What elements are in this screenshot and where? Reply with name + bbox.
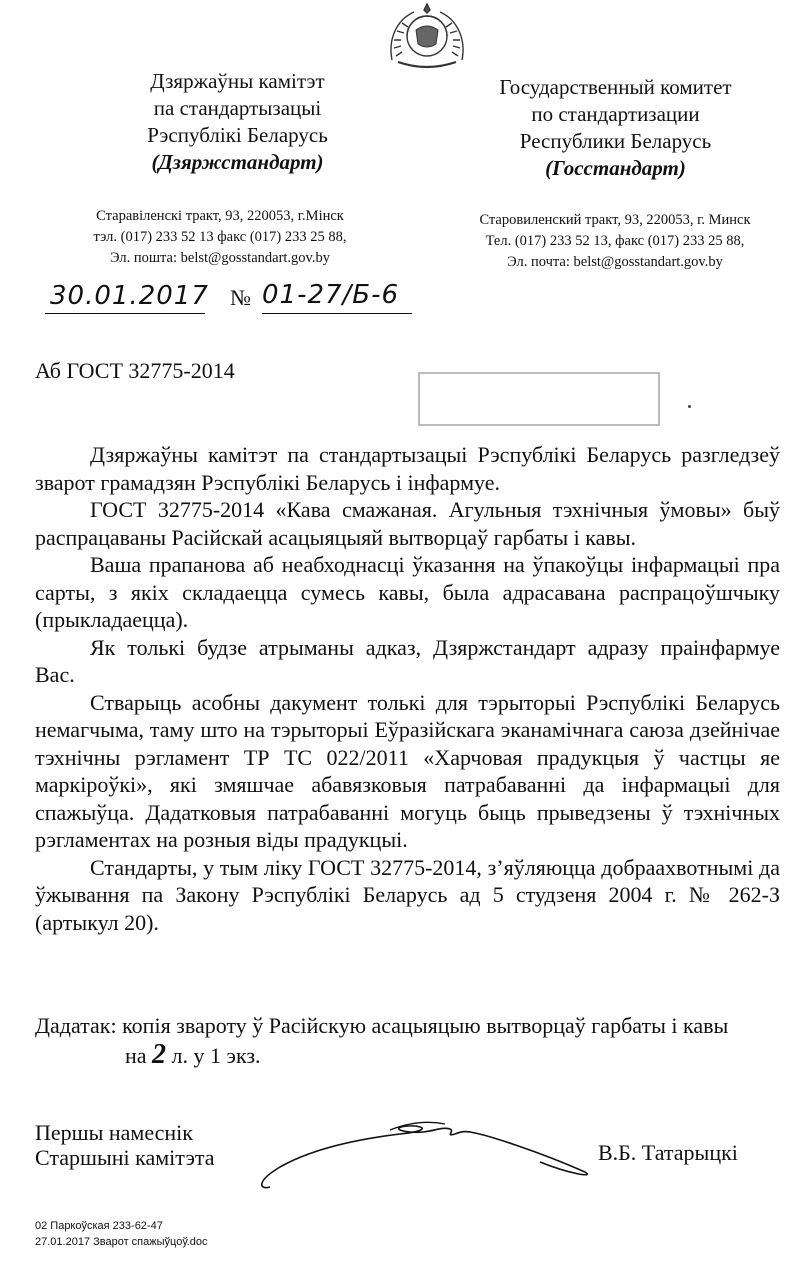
header-right-short-name: (Госстандарт) bbox=[545, 156, 686, 180]
address-right-line3: Эл. почта: belst@gosstandart.gov.by bbox=[507, 254, 723, 270]
header-right-line3: Республики Беларусь bbox=[519, 129, 712, 153]
footer-line1: 02 Паркоўская 233-62-47 bbox=[35, 1220, 163, 1232]
body-paragraph-3: Ваша прапанова аб неабходнасці ўказання на ўпакоўцы інфармацыі пра сарты, з якіх складаецца сумесь кавы, была адрасавана распрацоўшчыку (прыкладаецца). bbox=[35, 552, 780, 632]
signatory-title-line1: Першы намеснік bbox=[35, 1120, 193, 1145]
attachment-line2 bbox=[35, 1040, 795, 1070]
address-left-line1: Старавіленскі тракт, 93, 220053, г.Мінск bbox=[96, 208, 344, 224]
header-left-short-name: (Дзяржстандарт) bbox=[151, 150, 324, 174]
header-left-line1: Дзяржаўны камітэт bbox=[150, 69, 325, 93]
body-paragraph-4: Як толькі будзе атрыманы адказ, Дзяржстандарт адразу праінфармуе Вас. bbox=[35, 634, 780, 687]
body-paragraph-1: Дзяржаўны камітэт па стандартызацыі Рэспублікі Беларусь разгледзеў зварот грамадзян Рэспублікі Беларусь і інфармуе. bbox=[35, 442, 780, 495]
handwritten-signature bbox=[240, 1112, 610, 1192]
signatory-title-line2: Старшыні камітэта bbox=[35, 1145, 215, 1170]
letter-subject: Аб ГОСТ 32775-2014 bbox=[35, 358, 235, 383]
letter-body bbox=[35, 441, 780, 936]
footer-executor bbox=[35, 1218, 208, 1250]
header-left-line2: па стандартызацыі bbox=[153, 96, 322, 120]
signatory-title bbox=[35, 1120, 215, 1170]
attachment-line1: Дадатак: копія звароту ў Расійскую асацыяцыю вытворцаў гарбаты і кавы bbox=[35, 1013, 729, 1038]
address-left-line3: Эл. пошта: belst@gosstandart.gov.by bbox=[110, 250, 330, 266]
address-right-line1: Старовиленский тракт, 93, 220053, г. Минск bbox=[479, 212, 751, 228]
signatory-name: В.Б. Татарыцкі bbox=[598, 1140, 738, 1165]
header-right-line1: Государственный комитет bbox=[499, 75, 732, 99]
state-emblem bbox=[384, 0, 470, 70]
footer-line2: 27.01.2017 Зварот спажыўцоў.doc bbox=[35, 1236, 208, 1248]
registration-number: 01-27/Б-6 bbox=[262, 280, 400, 310]
body-paragraph-6: Стандарты, у тым ліку ГОСТ 32775-2014, з’яўляюцца добраахвотнымі да ўжывання па Закону Рэспублікі Беларусь ад 5 студзеня 2004 г. № 262-З (артыкул 20). bbox=[35, 854, 780, 935]
attachment-suffix: л. у 1 экз. bbox=[166, 1043, 261, 1068]
address-right-line2: Тел. (017) 233 52 13, факс (017) 233 25 88, bbox=[485, 233, 745, 249]
attachment-pages: 2 bbox=[152, 1039, 167, 1070]
body-paragraph-5: Стварыць асобны дакумент толькі для тэрыторыі Рэспублікі Беларусь немагчыма, таму што на тэрыторыі Еўразійскага эканамічнага саюза дзейнічае тэхнічны рэгламент ТР ТС 022/2011 «Харчовая прадукцыя ў частцы яе маркіроўкі», які змяшчае абавязковыя патрабаванні да інфармацыі для спажыўца. Дадатковыя патрабаванні могуць быць прыведзены ў тэхнічных рэгламентах на розныя віды прадукцыі. bbox=[35, 689, 780, 852]
registration-date: 30.01.2017 bbox=[50, 281, 209, 311]
stamp-placeholder-box bbox=[418, 372, 660, 426]
address-right bbox=[425, 210, 805, 273]
address-left bbox=[40, 206, 400, 269]
header-left-block bbox=[100, 68, 375, 176]
number-sign: № bbox=[230, 285, 251, 310]
attachment-prefix: на bbox=[125, 1043, 153, 1068]
header-right-block bbox=[458, 74, 773, 182]
header-right-line2: по стандартизации bbox=[531, 102, 700, 126]
address-left-line2: тэл. (017) 233 52 13 факс (017) 233 25 88, bbox=[93, 229, 347, 245]
scan-dot bbox=[688, 405, 691, 408]
body-paragraph-2: ГОСТ 32775-2014 «Кава смажаная. Агульныя тэхнічныя ўмовы» быў распрацаваны Расійскай асацыяцыяй вытворцаў гарбаты і кавы. bbox=[35, 497, 780, 550]
attachment-block bbox=[35, 1011, 795, 1070]
header-left-line3: Рэспублікі Беларусь bbox=[147, 123, 328, 147]
